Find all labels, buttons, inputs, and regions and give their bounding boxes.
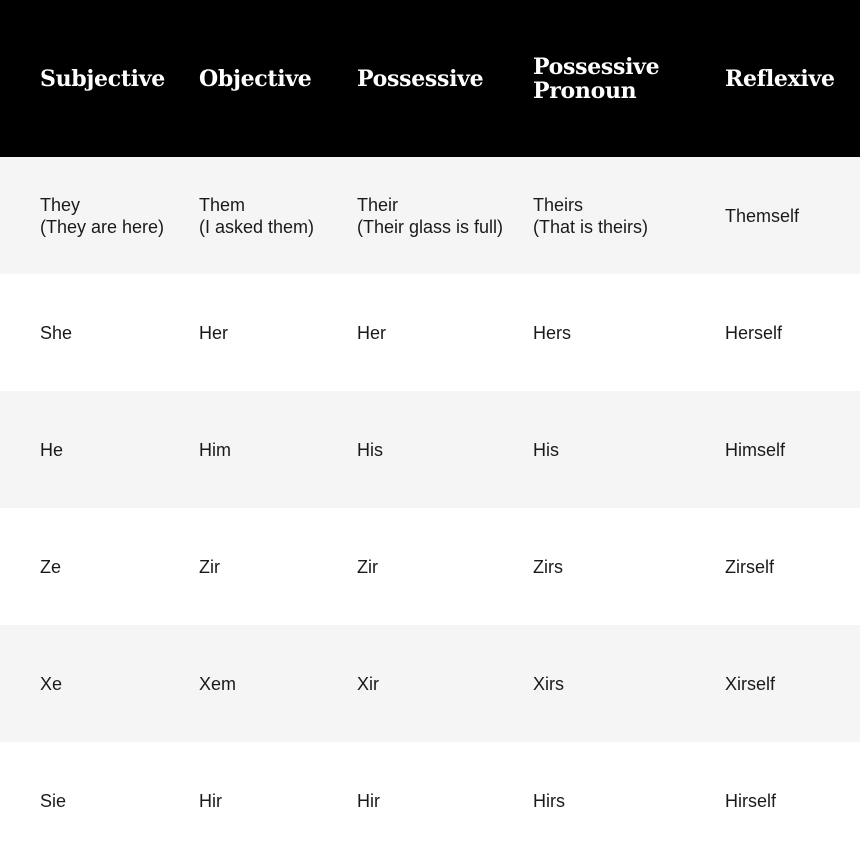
- cell-word: Theirs: [533, 194, 584, 215]
- cell-possessive: Hir: [357, 790, 380, 811]
- cell-possessive-pronoun: Hirs: [533, 790, 565, 811]
- cell-reflexive: Themself: [725, 205, 800, 226]
- cell-possessive-pronoun: Hers: [533, 322, 572, 343]
- cell-objective: Hir: [199, 790, 222, 811]
- cell-possessive: His: [357, 439, 383, 460]
- header-subjective: Subjective: [40, 65, 165, 92]
- cell-reflexive: Himself: [725, 439, 786, 460]
- cell-possessive: Zir: [357, 556, 378, 577]
- cell-word: Their: [357, 194, 399, 215]
- cell-subjective: He: [40, 439, 64, 460]
- cell-reflexive: Hirself: [725, 790, 777, 811]
- cell-example: (Their glass is full): [357, 216, 504, 237]
- cell-possessive: [357, 157, 503, 274]
- cell-objective: Xem: [199, 673, 237, 694]
- cell-word: Them: [199, 194, 246, 215]
- cell-possessive-pronoun: Xirs: [533, 673, 564, 694]
- cell-subjective: She: [40, 322, 73, 343]
- cell-reflexive: Zirself: [725, 556, 774, 577]
- cell-word: They: [40, 194, 81, 215]
- table-row: [0, 625, 860, 742]
- cell-subjective: Ze: [40, 556, 62, 577]
- table-row: [0, 157, 860, 274]
- cell-possessive-pronoun: His: [533, 439, 559, 460]
- cell-objective: Her: [199, 322, 229, 343]
- cell-objective: [199, 157, 314, 274]
- cell-example: (That is theirs): [533, 216, 649, 237]
- cell-example: (They are here): [40, 216, 165, 237]
- cell-possessive-pronoun: Zirs: [533, 556, 563, 577]
- table-row: [0, 742, 860, 859]
- cell-possessive: Xir: [357, 673, 379, 694]
- cell-subjective: Xe: [40, 673, 63, 694]
- cell-reflexive: Herself: [725, 322, 783, 343]
- table-row: [0, 508, 860, 625]
- table-header: [0, 0, 860, 157]
- table-row: [0, 274, 860, 391]
- cell-subjective: Sie: [40, 790, 67, 811]
- header-possessive: Possessive: [357, 65, 484, 92]
- cell-possessive: Her: [357, 322, 387, 343]
- cell-subjective: [40, 157, 164, 274]
- header-objective: Objective: [199, 65, 312, 92]
- table-row: [0, 391, 860, 508]
- cell-possessive-pronoun: [533, 157, 648, 274]
- cell-reflexive: Xirself: [725, 673, 776, 694]
- cell-objective: Him: [199, 439, 231, 460]
- cell-example: (I asked them): [199, 216, 315, 237]
- header-possessive-pronoun: Possessive Pronoun: [533, 53, 660, 104]
- header-reflexive: Reflexive: [725, 65, 835, 92]
- cell-objective: Zir: [199, 556, 220, 577]
